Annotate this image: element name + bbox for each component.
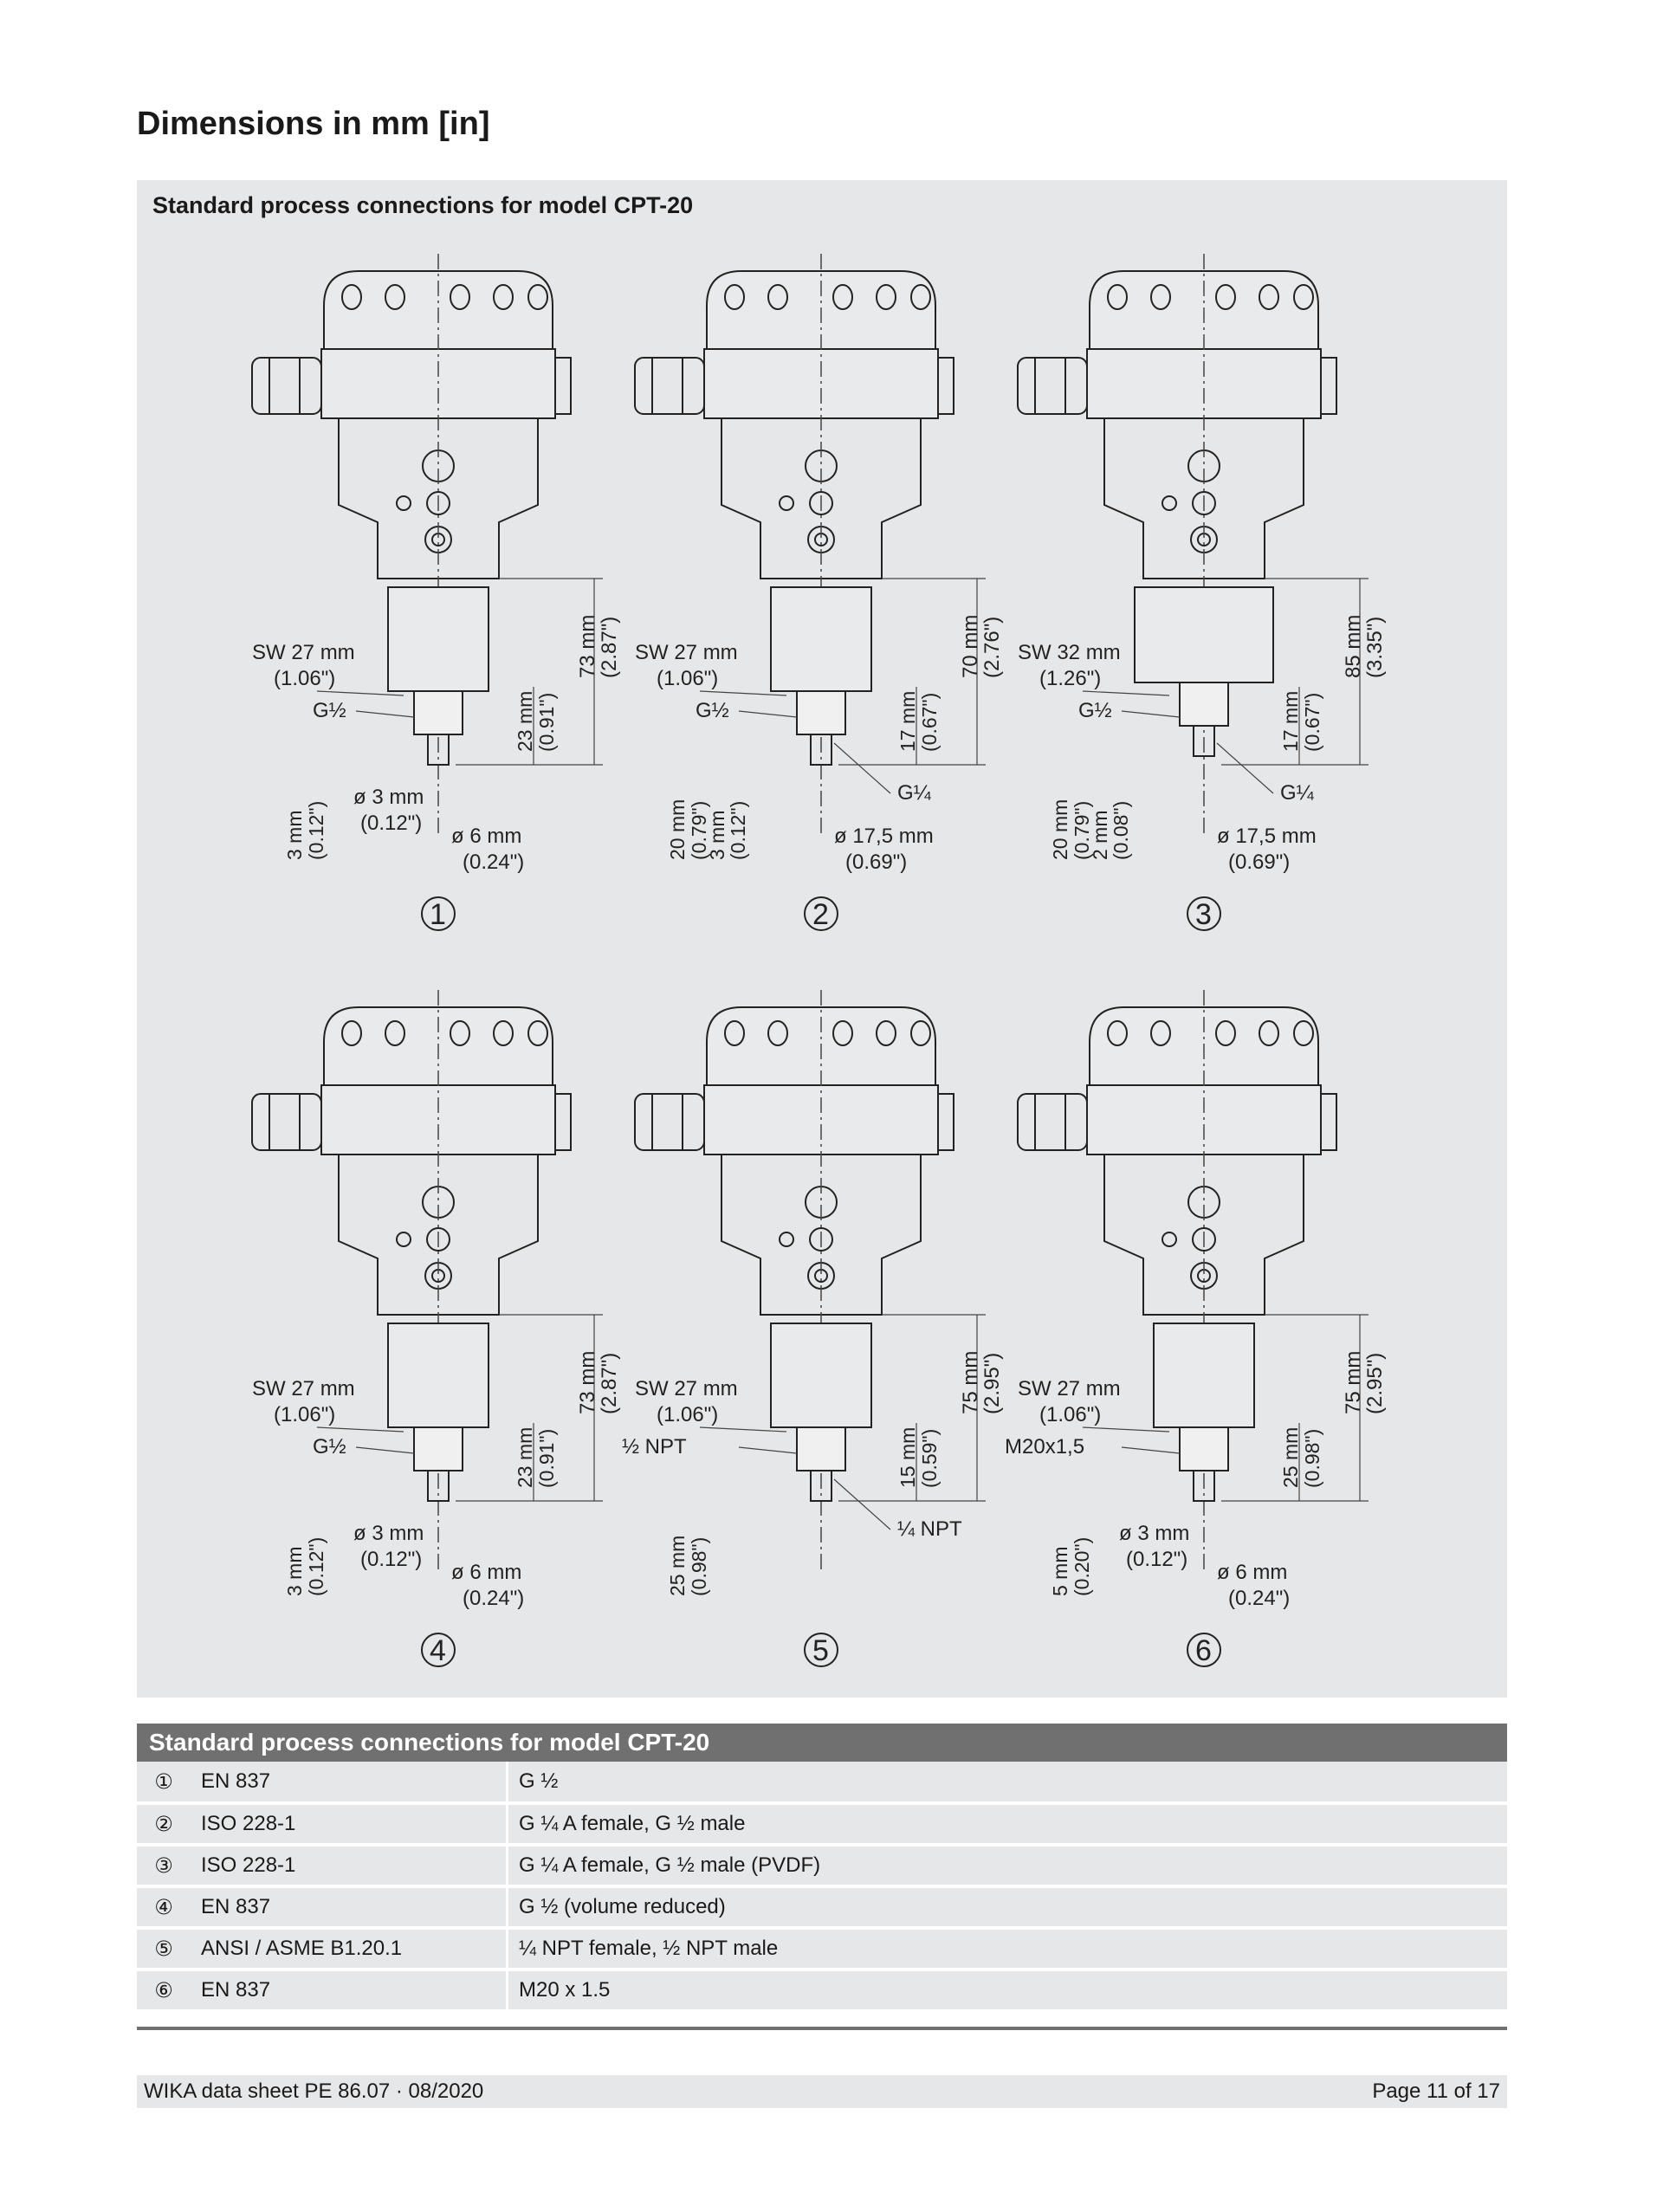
table-row <box>137 1803 1507 1845</box>
wrench-size-inch-label: (1.06") <box>657 1403 719 1426</box>
dimension-length-tip: 3 mm <box>283 810 306 860</box>
row-number: ⑤ <box>154 1937 173 1961</box>
diameter-small-label: ø 3 mm <box>1119 1522 1190 1545</box>
row-standard: EN 837 <box>191 1886 508 1928</box>
figure-title: Standard process connections for model CPT-20 <box>152 192 694 218</box>
drawing-variant-1 <box>252 254 621 931</box>
table-row <box>137 1969 1507 2011</box>
variant-number: 1 <box>430 898 446 931</box>
dimension-length-tip: 20 mm <box>666 799 689 860</box>
diameter-large-label: ø 17,5 mm <box>834 825 934 848</box>
dimension-length-total-inch: (2.95") <box>980 1352 1004 1414</box>
thread-label: G½ <box>313 1435 346 1458</box>
diameter-small-inch-label: (0.12") <box>360 812 423 835</box>
dimension-length-total-inch: (2.87") <box>598 1352 621 1414</box>
dimension-length-thread: 17 mm <box>896 690 919 752</box>
dimension-length-thread: 23 mm <box>514 1426 536 1488</box>
dimension-length-total: 73 mm <box>576 614 599 678</box>
dimension-length-total-inch: (3.35") <box>1363 616 1387 678</box>
thread-inner-label: ¼ NPT <box>897 1517 962 1541</box>
table-row <box>137 1845 1507 1886</box>
wrench-size-inch-label: (1.06") <box>1039 1403 1102 1426</box>
dimension-length-tip-2-inch: (0.08") <box>1110 800 1132 860</box>
dimension-length-thread-inch: (0.91") <box>535 1428 558 1488</box>
diameter-large-inch-label: (0.24") <box>1228 1587 1291 1610</box>
dimension-length-total-inch: (2.76") <box>980 616 1004 678</box>
drawing-variant-4 <box>252 990 621 1667</box>
process-connections-table <box>137 1724 1507 2013</box>
row-number: ① <box>154 1769 173 1794</box>
dimension-length-tip: 3 mm <box>283 1546 306 1596</box>
dimension-length-total-inch: (2.95") <box>1363 1352 1387 1414</box>
dimension-length-thread: 23 mm <box>514 690 536 752</box>
dimension-length-thread-inch: (0.91") <box>535 692 558 752</box>
thread-inner-label: G¼ <box>897 781 931 805</box>
wrench-size-label: SW 27 mm <box>635 641 738 664</box>
dimension-length-thread: 15 mm <box>896 1426 919 1488</box>
diameter-large-inch-label: (0.69") <box>1228 851 1291 874</box>
dimension-length-thread-inch: (0.67") <box>1301 692 1323 752</box>
thread-label: G½ <box>1078 699 1112 722</box>
footer-document-ref: WIKA data sheet PE 86.07 · 08/2020 <box>144 2079 484 2103</box>
row-standard: EN 837 <box>191 1969 508 2011</box>
thread-label: G½ <box>696 699 729 722</box>
dimension-length-thread-inch: (0.67") <box>918 692 941 752</box>
dimension-length-total: 73 mm <box>576 1350 599 1414</box>
table-row <box>137 1928 1507 1969</box>
diameter-large-inch-label: (0.69") <box>845 851 908 874</box>
diameter-large-label: ø 6 mm <box>451 825 522 848</box>
thread-inner-label: G¼ <box>1280 781 1314 805</box>
wrench-size-label: SW 27 mm <box>252 641 355 664</box>
wrench-size-inch-label: (1.06") <box>274 667 336 690</box>
drawing-variant-5 <box>622 990 1004 1667</box>
table-bottom-rule <box>137 2027 1507 2030</box>
wrench-size-inch-label: (1.06") <box>657 667 719 690</box>
diameter-large-inch-label: (0.24") <box>463 1587 525 1610</box>
page-title: Dimensions in mm [in] <box>137 106 490 142</box>
thread-label: ½ NPT <box>622 1435 687 1458</box>
diameter-small-label: ø 3 mm <box>353 1522 424 1545</box>
dimension-length-tip-2: 3 mm <box>706 810 728 860</box>
row-number: ② <box>154 1812 173 1836</box>
row-number: ⑥ <box>154 1978 173 2002</box>
variant-number: 3 <box>1195 898 1212 931</box>
table-header <box>137 1724 1507 1762</box>
dimension-length-tip-inch: (0.12") <box>305 1536 327 1596</box>
thread-label: M20x1,5 <box>1005 1435 1085 1458</box>
row-number: ③ <box>154 1853 173 1878</box>
diameter-small-inch-label: (0.12") <box>360 1548 423 1571</box>
dimension-length-total-inch: (2.87") <box>598 616 621 678</box>
dimension-length-thread: 25 mm <box>1279 1426 1302 1488</box>
table-title: Standard process connections for model CPT-20 <box>149 1729 710 1756</box>
diameter-large-label: ø 17,5 mm <box>1217 825 1317 848</box>
row-connection: G ¼ A female, G ½ male (PVDF) <box>519 1853 821 1877</box>
variant-number: 4 <box>430 1634 446 1667</box>
row-standard: ANSI / ASME B1.20.1 <box>191 1928 508 1969</box>
dimension-length-tip-inch: (0.20") <box>1071 1536 1093 1596</box>
wrench-size-label: SW 32 mm <box>1018 641 1121 664</box>
row-connection: G ½ <box>519 1769 559 1793</box>
wrench-size-inch-label: (1.06") <box>274 1403 336 1426</box>
wrench-size-label: SW 27 mm <box>635 1377 738 1400</box>
dimension-length-tip-inch: (0.98") <box>688 1536 710 1596</box>
footer-page-number: Page 11 of 17 <box>1372 2079 1500 2103</box>
dimension-length-tip-inch: (0.12") <box>305 800 327 860</box>
row-standard: ISO 228-1 <box>191 1845 508 1886</box>
dimension-drawing-panel <box>137 180 1507 1698</box>
row-number: ④ <box>154 1895 173 1919</box>
variant-number: 6 <box>1195 1634 1212 1667</box>
row-connection: G ½ (volume reduced) <box>519 1895 726 1918</box>
dimension-length-tip: 5 mm <box>1049 1546 1071 1596</box>
dimension-length-total: 75 mm <box>1342 1350 1365 1414</box>
row-standard: ISO 228-1 <box>191 1803 508 1845</box>
row-connection: G ¼ A female, G ½ male <box>519 1812 746 1835</box>
dimension-length-tip-inch: (0.79") <box>688 800 710 860</box>
row-connection: ¼ NPT female, ½ NPT male <box>519 1937 779 1960</box>
wrench-size-label: SW 27 mm <box>252 1377 355 1400</box>
wrench-size-inch-label: (1.26") <box>1039 667 1102 690</box>
diameter-large-label: ø 6 mm <box>1217 1561 1288 1584</box>
diameter-large-inch-label: (0.24") <box>463 851 525 874</box>
dimension-length-tip: 25 mm <box>666 1535 689 1596</box>
diameter-small-inch-label: (0.12") <box>1126 1548 1188 1571</box>
row-connection: M20 x 1.5 <box>519 1978 611 2002</box>
page-footer <box>137 2075 1507 2108</box>
variant-number: 5 <box>812 1634 829 1667</box>
drawing-variant-3 <box>1018 254 1387 931</box>
drawing-variant-6 <box>1005 990 1387 1667</box>
dimension-drawings <box>137 180 1507 1698</box>
dimension-length-total: 70 mm <box>959 614 982 678</box>
dimension-length-thread-inch: (0.98") <box>1301 1428 1323 1488</box>
thread-label: G½ <box>313 699 346 722</box>
dimension-length-tip: 20 mm <box>1049 799 1071 860</box>
dimension-length-tip-2-inch: (0.12") <box>727 800 749 860</box>
dimension-length-thread: 17 mm <box>1279 690 1302 752</box>
dimension-length-thread-inch: (0.59") <box>918 1428 941 1488</box>
dimension-length-tip-inch: (0.79") <box>1071 800 1093 860</box>
variant-number: 2 <box>812 898 829 931</box>
table-row <box>137 1886 1507 1928</box>
dimension-length-total: 75 mm <box>959 1350 982 1414</box>
table-row <box>137 1762 1507 1803</box>
diameter-small-label: ø 3 mm <box>353 786 424 809</box>
wrench-size-label: SW 27 mm <box>1018 1377 1121 1400</box>
row-standard: EN 837 <box>191 1762 508 1803</box>
diameter-large-label: ø 6 mm <box>451 1561 522 1584</box>
dimension-length-total: 85 mm <box>1342 614 1365 678</box>
dimension-length-tip-2: 2 mm <box>1089 810 1111 860</box>
drawing-variant-2 <box>635 254 1004 931</box>
